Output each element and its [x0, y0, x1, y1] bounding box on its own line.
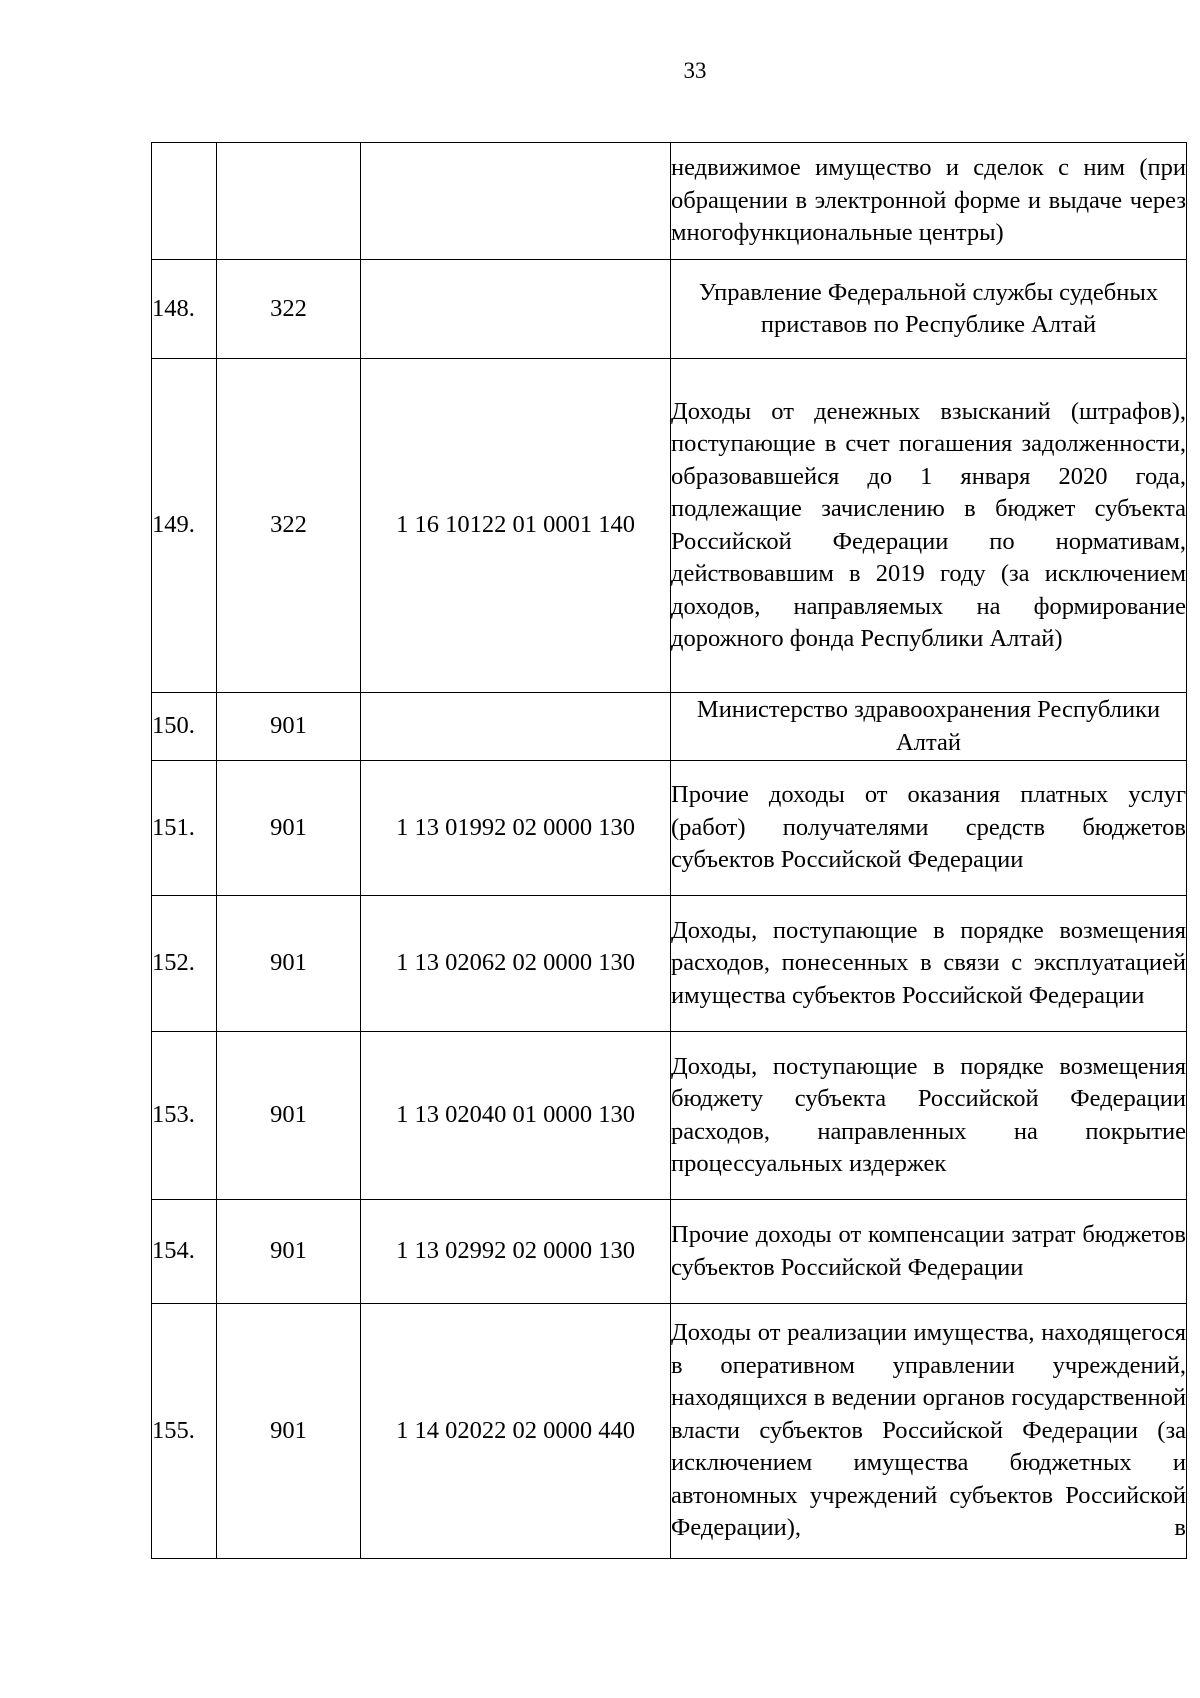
budget-classification-code: 1 13 02992 02 0000 130 — [361, 1200, 671, 1304]
income-name: Доходы от денежных взысканий (штрафов), поступающие в счет погашения задолженности, образовавшейся до 1 января 2020 года, подлежащие зачислению в бюджет субъекта Российской Федерации по нормативам, действовавшим в 2019 году (за исключением доходов, направляемых на формирование дорожного фонда Республики Алтай) — [671, 359, 1187, 693]
table-row — [152, 1304, 1187, 1559]
administrator-code: 901 — [217, 693, 361, 761]
table-row — [152, 260, 1187, 359]
row-number: 154. — [152, 1200, 217, 1304]
row-number: 149. — [152, 359, 217, 693]
budget-classification-code: 1 14 02022 02 0000 440 — [361, 1304, 671, 1559]
row-number — [152, 143, 217, 260]
row-number: 152. — [152, 896, 217, 1032]
administrator-code: 901 — [217, 1032, 361, 1200]
table-row — [152, 1032, 1187, 1200]
administrator-code: 901 — [217, 761, 361, 896]
administrator-code: 322 — [217, 260, 361, 359]
income-name: Прочие доходы от оказания платных услуг (работ) получателями средств бюджетов субъектов Российской Федерации — [671, 761, 1187, 896]
table-row — [152, 359, 1187, 693]
administrator-code: 901 — [217, 896, 361, 1032]
income-name: Доходы, поступающие в порядке возмещения расходов, понесенных в связи с эксплуатацией имущества субъектов Российской Федерации — [671, 896, 1187, 1032]
page-number: 33 — [683, 58, 707, 83]
table-row — [152, 143, 1187, 260]
administrator-code: 901 — [217, 1304, 361, 1559]
budget-classification-code — [361, 143, 671, 260]
table-row — [152, 896, 1187, 1032]
row-number: 151. — [152, 761, 217, 896]
budget-classification-code: 1 13 02040 01 0000 130 — [361, 1032, 671, 1200]
table-row — [152, 1200, 1187, 1304]
budget-classification-code: 1 13 02062 02 0000 130 — [361, 896, 671, 1032]
row-number: 153. — [152, 1032, 217, 1200]
table-row — [152, 693, 1187, 761]
administrator-code — [217, 143, 361, 260]
administrator-code: 901 — [217, 1200, 361, 1304]
income-name: Доходы, поступающие в порядке возмещения бюджету субъекта Российской Федерации расходов, направленных на покрытие процессуальных издержек — [671, 1032, 1187, 1200]
administrator-name-heading: Министерство здравоохранения Республики Алтай — [671, 693, 1187, 761]
income-name: недвижимое имущество и сделок с ним (при обращении в электронной форме и выдаче через многофункциональные центры) — [671, 143, 1187, 260]
budget-classification-code: 1 13 01992 02 0000 130 — [361, 761, 671, 896]
income-name: Доходы от реализации имущества, находящегося в оперативном управлении учреждений, находящихся в ведении органов государственной власти субъектов Российской Федерации (за исключением имущества бюджетных и автономных учреждений субъектов Российской Федерации), в — [671, 1304, 1187, 1559]
row-number: 155. — [152, 1304, 217, 1559]
budget-classification-code: 1 16 10122 01 0001 140 — [361, 359, 671, 693]
administrator-name-heading: Управление Федеральной службы судебных приставов по Республике Алтай — [671, 260, 1187, 359]
table-row — [152, 761, 1187, 896]
budget-classification-code — [361, 693, 671, 761]
income-codes-table — [151, 142, 1187, 1559]
row-number: 148. — [152, 260, 217, 359]
administrator-code: 322 — [217, 359, 361, 693]
budget-classification-code — [361, 260, 671, 359]
income-name: Прочие доходы от компенсации затрат бюджетов субъектов Российской Федерации — [671, 1200, 1187, 1304]
row-number: 150. — [152, 693, 217, 761]
